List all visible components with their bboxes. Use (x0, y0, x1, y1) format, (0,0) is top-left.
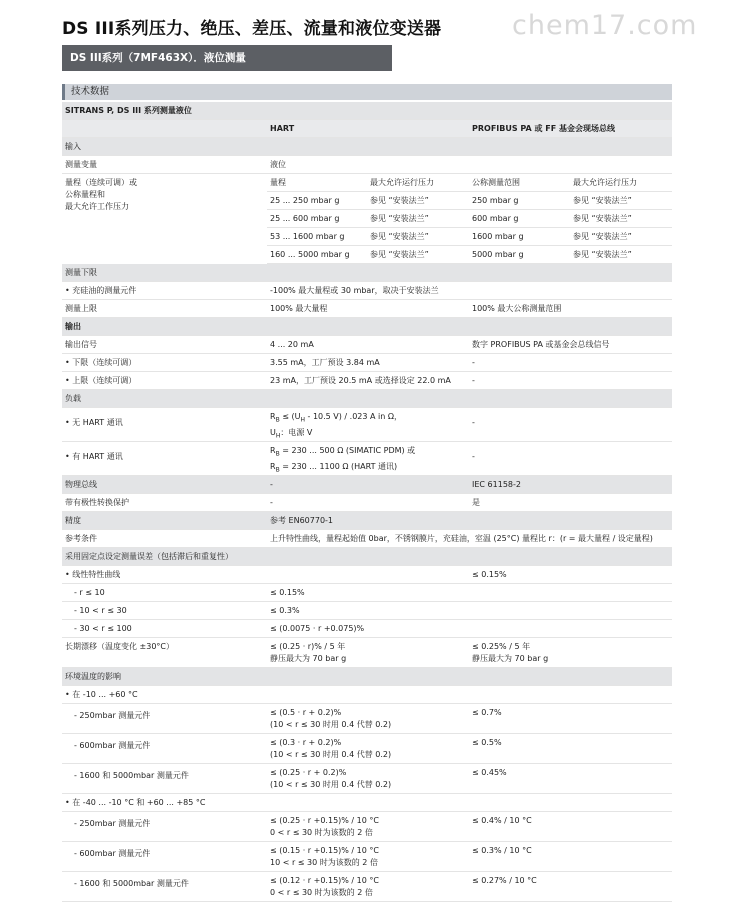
group-row: 采用固定点设定测量误差（包括滞后和重复性） (62, 548, 672, 566)
table-row: - 250mbar 测量元件 ≤ (0.5 · r + 0.2)% (10 < r ≤ 30 时用 0.4 代替 0.2) ≤ 0.7% (62, 704, 672, 734)
table-row: • 充硅油的测量元件 -100% 最大量程或 30 mbar，取决于安装法兰 (62, 282, 672, 300)
group-row: 输入 (62, 138, 672, 156)
table-row: 测量变量 液位 (62, 156, 672, 174)
series-banner: DS III系列（7MF463X）．液位测量 (62, 45, 392, 71)
table-row: - 600mbar 测量元件 ≤ (0.15 · r +0.15)% / 10 °C 10 < r ≤ 30 时为该数的 2 倍 ≤ 0.3% / 10 °C (62, 842, 672, 872)
spec-table (62, 102, 672, 902)
table-row: • 无 HART 通讯 $R_B \le (U_H - 10.5$ V) / .023 A in Ω， $U_H$：电源 V - (62, 408, 672, 442)
group-row: 输出 (62, 318, 672, 336)
span-head-row: 量程 最大允许运行压力 公称测量范围 最大允许运行压力 (267, 174, 672, 192)
table-row: - 1600 和 5000mbar 测量元件 ≤ (0.12 · r +0.15)% / 10 °C 0 < r ≤ 30 时为该数的 2 倍 ≤ 0.27% / 10 °C (62, 872, 672, 902)
table-row: • 线性特性曲线 ≤ 0.15% (62, 566, 672, 584)
col-hart: HART (270, 124, 295, 133)
watermark: chem17.com (512, 10, 698, 41)
table-row: 参考条件 上升特性曲线，量程起始值 0bar，不锈钢膜片，充硅油，室温 (25°C) 量程比 r：(r = 最大量程 / 设定量程) (62, 530, 672, 548)
table-row: 物理总线 - IEC 61158-2 (62, 476, 672, 494)
table-row: 精度 参考 EN60770-1 (62, 512, 672, 530)
table-row: - r ≤ 10 ≤ 0.15% (62, 584, 672, 602)
table-row: • 下限（连续可调） 3.55 mA，工厂预设 3.84 mA - (62, 354, 672, 372)
table-row: • 上限（连续可调） 23 mA，工厂预设 20.5 mA 或选择设定 22.0 mA - (62, 372, 672, 390)
table-row: - 10 < r ≤ 30 ≤ 0.3% (62, 602, 672, 620)
group-row: 测量下限 (62, 264, 672, 282)
table-row: 160 ... 5000 mbar g 参见 “安装法兰” 5000 mbar g 参见 “安装法兰” (267, 246, 672, 264)
span-label: 量程（连续可调）或 公称量程和 最大允许工作压力 (65, 178, 137, 211)
table-caption: SITRANS P, DS III 系列测量液位 (65, 106, 192, 115)
span-block (62, 174, 672, 264)
table-row: 25 ... 250 mbar g 参见 “安装法兰” 250 mbar g 参见 “安装法兰” (267, 192, 672, 210)
table-row: • 在 -10 ... +60 °C (62, 686, 672, 704)
table-row: • 在 -40 ... -10 °C 和 +60 ... +85 °C (62, 794, 672, 812)
table-row: - 600mbar 测量元件 ≤ (0.3 · r + 0.2)% (10 < r ≤ 30 时用 0.4 代替 0.2) ≤ 0.5% (62, 734, 672, 764)
page-title: DS III系列压力、绝压、差压、流量和液位变送器 (62, 19, 442, 39)
group-row: 负载 (62, 390, 672, 408)
column-header-row (62, 120, 672, 138)
table-row: 长期漂移（温度变化 ±30°C） ≤ (0.25 · r)% / 5 年 静压最大为 70 bar g ≤ 0.25% / 5 年 静压最大为 70 bar g (62, 638, 672, 668)
table-row: - 30 < r ≤ 100 ≤ (0.0075 · r +0.075)% (62, 620, 672, 638)
section-header: 技术数据 (62, 84, 672, 100)
table-row: 测量上限 100% 最大量程 100% 最大公称测量范围 (62, 300, 672, 318)
group-row: 环境温度的影响 (62, 668, 672, 686)
col-profibus: PROFIBUS PA 或 FF 基金会现场总线 (472, 124, 616, 133)
table-caption-row (62, 102, 672, 120)
table-row: 53 ... 1600 mbar g 参见 “安装法兰” 1600 mbar g 参见 “安装法兰” (267, 228, 672, 246)
table-row: 25 ... 600 mbar g 参见 “安装法兰” 600 mbar g 参见 “安装法兰” (267, 210, 672, 228)
table-row: 带有极性转换保护 - 是 (62, 494, 672, 512)
table-row: 输出信号 4 ... 20 mA 数字 PROFIBUS PA 或基金会总线信号 (62, 336, 672, 354)
table-row: • 有 HART 通讯 $R_B = 230$ ... 500 Ω (SIMATIC PDM) 或 $R_B = 230$ ... 1100 Ω (HART 通讯) - (62, 442, 672, 476)
table-row: - 250mbar 测量元件 ≤ (0.25 · r +0.15)% / 10 °C 0 < r ≤ 30 时为该数的 2 倍 ≤ 0.4% / 10 °C (62, 812, 672, 842)
table-row: - 1600 和 5000mbar 测量元件 ≤ (0.25 · r + 0.2)% (10 < r ≤ 30 时用 0.4 代替 0.2) ≤ 0.45% (62, 764, 672, 794)
